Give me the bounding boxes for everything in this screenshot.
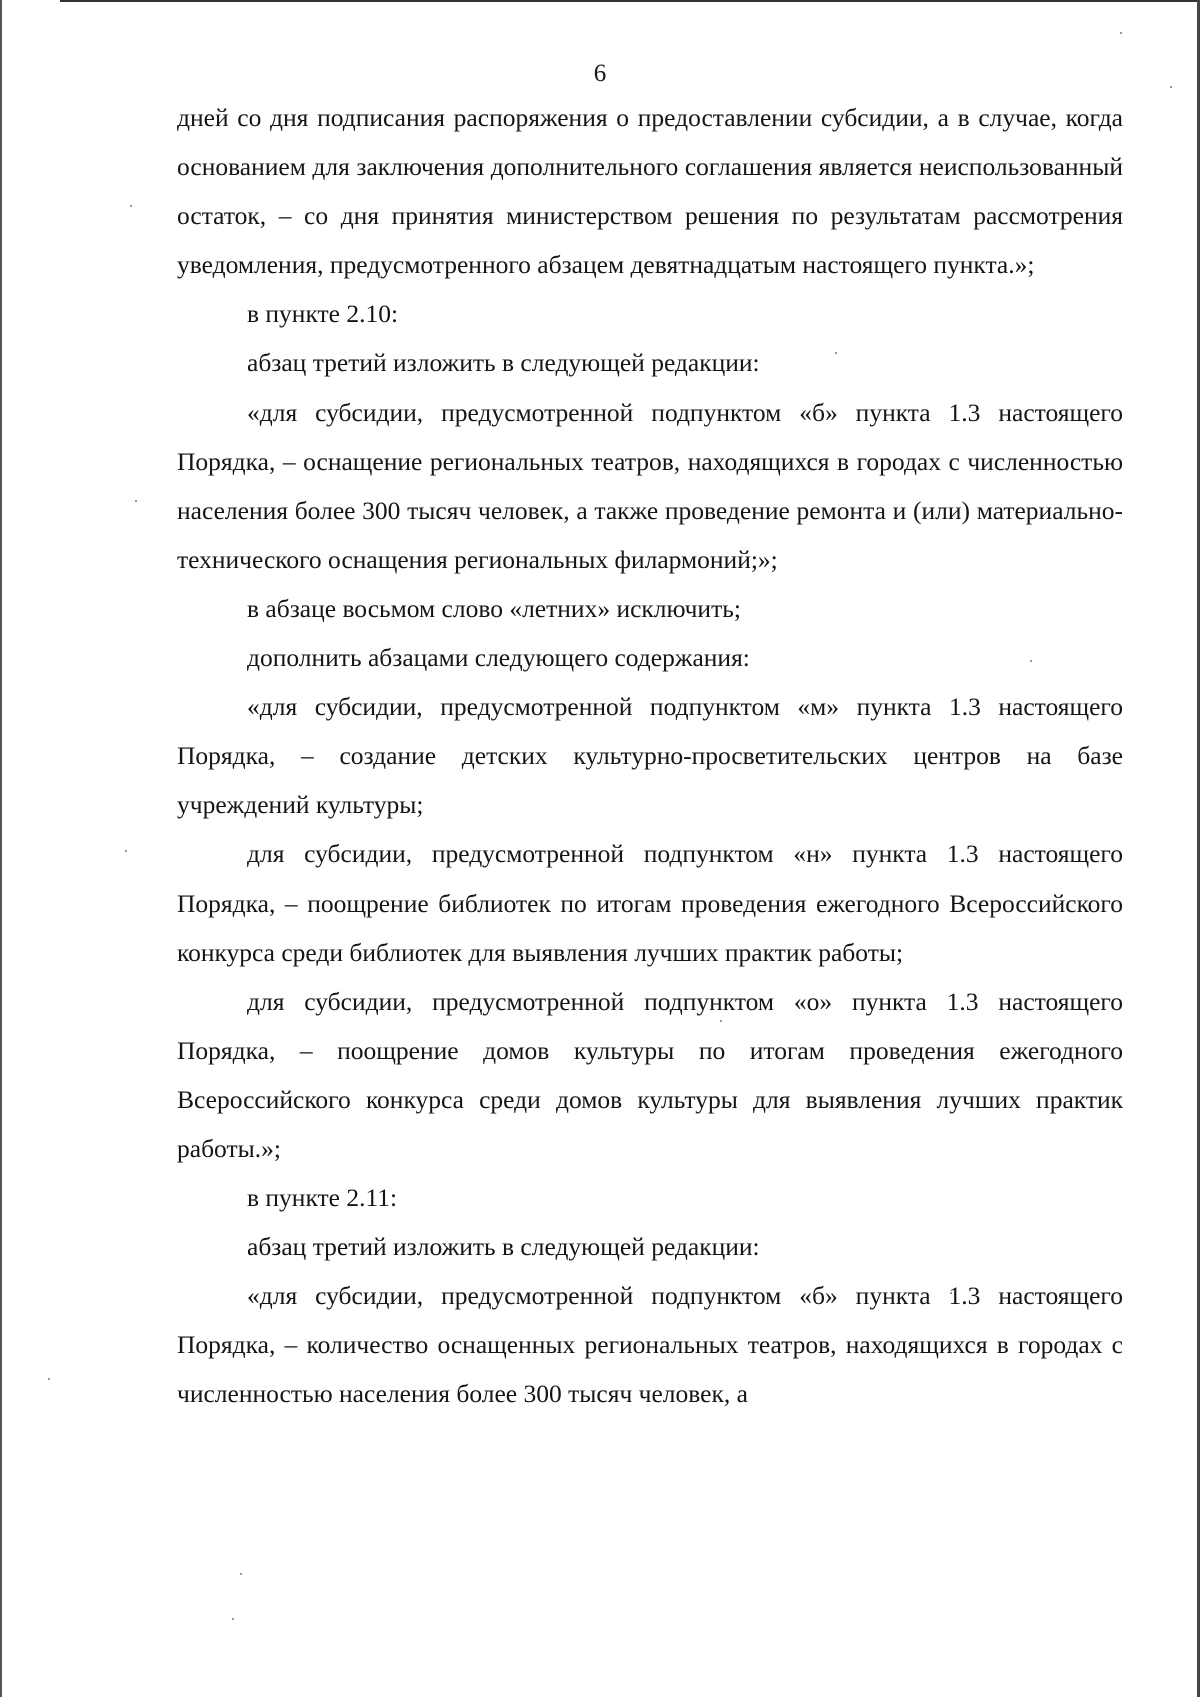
paragraph: «для субсидии, предусмотренной подпунктом «м» пункта 1.3 настоящего Порядка, – создание детских культурно-просветительских центров на базе учреждений культуры; (177, 692, 1123, 820)
scan-edge-top (60, 0, 1200, 2)
scan-speck (240, 1573, 242, 1575)
document-body (177, 93, 1123, 1419)
scan-speck (130, 205, 132, 207)
scan-speck (232, 1618, 234, 1620)
paragraph: дней со дня подписания распоряжения о предоставлении субсидии, а в случае, когда основанием для заключения дополнительного соглашения является неиспользованный остаток, – со дня принятия министерством решения по результатам рассмотрения уведомления, предусмотренного абзацем девятнадцатым настоящего пункта.»; (177, 103, 1123, 280)
scan-speck (1120, 32, 1122, 34)
paragraph: абзац третий изложить в следующей редакции: (247, 348, 760, 378)
paragraph: для субсидии, предусмотренной подпунктом «н» пункта 1.3 настоящего Порядка, – поощрение библиотек по итогам проведения ежегодного Всероссийского конкурса среди библиотек для выявления лучших практик работы; (177, 839, 1123, 967)
scan-edge-left (0, 0, 2, 1697)
paragraph: в пункте 2.11: (247, 1183, 398, 1213)
scan-speck (48, 1378, 50, 1380)
paragraph: «для субсидии, предусмотренной подпунктом «б» пункта 1.3 настоящего Порядка, – количество оснащенных региональных театров, находящихся в городах с численностью населения более 300 тысяч человек, а (177, 1281, 1123, 1409)
scan-speck (135, 500, 137, 502)
paragraph: в абзаце восьмом слово «летних» исключить; (247, 593, 741, 623)
paragraph: дополнить абзацами следующего содержания: (247, 643, 750, 673)
paragraph: «для субсидии, предусмотренной подпунктом «б» пункта 1.3 настоящего Порядка, – оснащение региональных театров, находящихся в городах с численностью населения более 300 тысяч человек, а также проведение ремонта и (или) материально-технического оснащения региональных филармоний;»; (177, 397, 1123, 574)
paragraph: абзац третий изложить в следующей редакции: (247, 1232, 760, 1262)
paragraph: для субсидии, предусмотренной подпунктом «о» пункта 1.3 настоящего Порядка, – поощрение домов культуры по итогам проведения ежегодного Всероссийского конкурса среди домов культуры для выявления лучших практик работы.»; (177, 986, 1123, 1163)
page-number: 6 (593, 60, 607, 87)
scan-speck (125, 850, 127, 852)
paragraph: в пункте 2.10: (247, 299, 399, 329)
